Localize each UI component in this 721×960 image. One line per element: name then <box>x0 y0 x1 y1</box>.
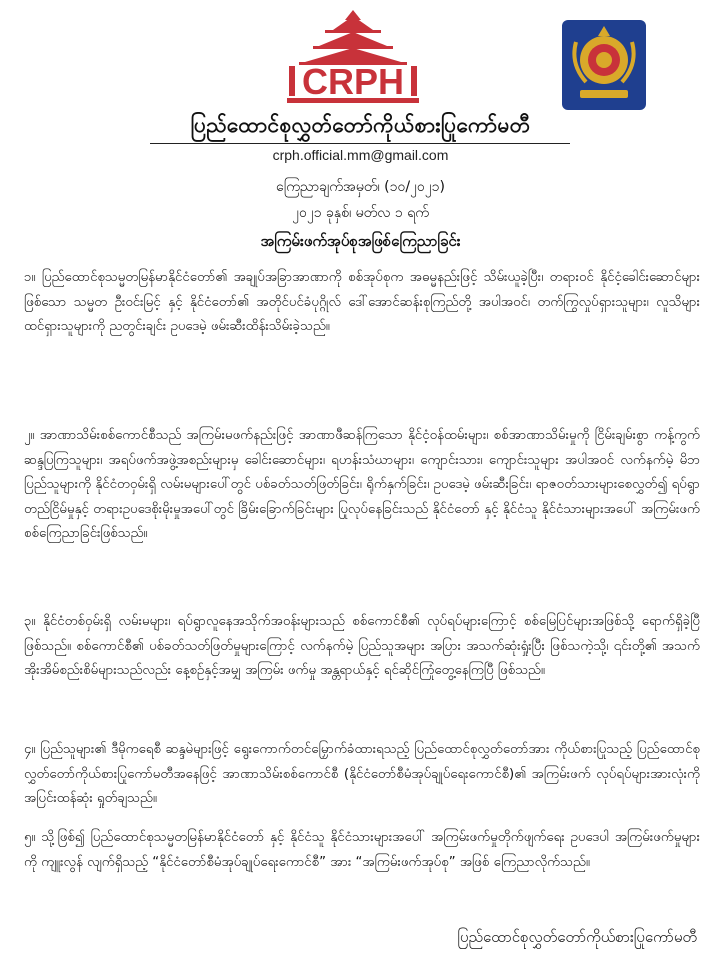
organization-title: ပြည်ထောင်စုလွှတ်တော်ကိုယ်စားပြုကော်မတီ <box>190 113 531 137</box>
paragraph-4: ၄။ ပြည်သူများ၏ ဒီမိုကရေစီ ဆန္ဒမဲများဖြင့် ရွေးကောက်တင်မြှောက်ခံထားရသည့် ပြည်ထောင်စုလွှတ်တော်အား ကိုယ်စားပြုသည့် ပြည်ထောင်စုလွှတ်တော်ကိုယ်စားပြုကော်မတီအနေဖြင့် အာဏာသိမ်းစစ်ကောင်စီ (နိုင်ငံတော်စီမံအုပ်ချုပ်ရေးကောင်စီ)၏ အကြမ်းဖက် လုပ်ရပ်များအားလုံးကို အပြင်းထန်ဆုံး ရှုတ်ချသည်။ <box>24 742 700 806</box>
state-emblem-icon <box>562 20 646 110</box>
paragraph-1: ၁။ ပြည်ထောင်စုသမ္မတမြန်မာနိုင်ငံတော်၏ အချုပ်အခြာအာဏာကို စစ်အုပ်စုက အဓမ္မနည်းဖြင့် သိမ်းယူခဲ့ပြီး၊ တရားဝင် နိုင်ငံ့ခေါင်းဆောင်များဖြစ်သော သမ္မတ ဦးဝင်းမြင့် နှင့် နိုင်ငံတော်၏ အတိုင်ပင်ခံပုဂ္ဂိုလ် ဒေါ်အောင်ဆန်းစုကြည်တို့ အပါအဝင်၊ တက်ကြွလှုပ်ရှားသူများ၊ လူသိများထင်ရှားသူများကို ညတွင်းချင်း ဥပဒေမဲ့ ဖမ်းဆီးထိန်းသိမ်းခဲ့သည်။ <box>24 270 700 334</box>
letterhead <box>0 0 721 163</box>
header-divider <box>150 143 570 144</box>
logo-text: CRPH <box>301 61 405 102</box>
contact-email: crph.official.mm@gmail.com <box>272 147 449 163</box>
notice-date: ၂၀၂၁ ခုနှစ်၊ မတ်လ ၁ ရက် <box>292 205 429 221</box>
signature-line: ပြည်ထောင်စုလွှတ်တော်ကိုယ်စားပြုကော်မတီ <box>457 928 697 946</box>
paragraph-5: ၅။ သို့ဖြစ်၍ ပြည်ထောင်စုသမ္မတမြန်မာနိုင်ငံတော် နှင့် နိုင်ငံသူ နိုင်ငံသားများအပေါ် အကြမ်းဖက်မှုတိုက်ဖျက်ရေး ဥပဒေပါ အကြမ်းဖက်မှုများကို ကျူးလွန် လျက်ရှိသည့် “နိုင်ငံတော်စီမံအုပ်ချုပ်ရေးကောင်စီ” အား “အကြမ်းဖက်အုပ်စု” အဖြစ် ကြေညာလိုက်သည်။ <box>24 830 700 870</box>
notice-subject: အကြမ်းဖက်အုပ်စုအဖြစ်ကြေညာခြင်း <box>260 232 461 250</box>
paragraph-3: ၃။ နိုင်ငံတစ်ဝှမ်းရှိ လမ်းမများ၊ ရပ်ရွာလူနေအသိုက်အဝန်းများသည် စစ်ကောင်စီ၏ လုပ်ရပ်များကြောင့် စစ်မြေပြင်များအဖြစ်သို့ ရောက်ရှိခဲ့ပြီ ဖြစ်သည်။ စစ်ကောင်စီ၏ ပစ်ခတ်သတ်ဖြတ်မှုများကြောင့် လက်နက်မဲ့ ပြည်သူအများ အပြား အသက်ဆုံးရှုံးပြီး ဖြစ်သကဲ့သို့၊ ၎င်းတို့၏ အသက်အိုးအိမ်စည်းစိမ်များသည်လည်း နေ့စဉ်နှင့်အမျှ အကြမ်း ဖက်မှု အန္တရာယ်နှင့် ရင်ဆိုင်ကြုံတွေ့နေကြပြီ ဖြစ်သည်။ <box>24 614 700 678</box>
crph-logo <box>283 8 423 108</box>
notice-number: ကြေညာချက်အမှတ်၊ (၁၀/၂၀၂၁) <box>275 179 446 195</box>
paragraph-2: ၂။ အာဏာသိမ်းစစ်ကောင်စီသည် အကြမ်းမဖက်နည်းဖြင့် အာဏာဖီဆန်ကြသော နိုင်ငံ့ဝန်ထမ်းများ၊ စစ်အာဏာသိမ်းမှုကို ငြိမ်းချမ်းစွာ ကန့်ကွက် ဆန္ဒပြကြသူများ၊ အရပ်ဖက်အဖွဲ့အစည်းများမှ ခေါင်းဆောင်များ၊ ရဟန်းသံဃာများ၊ ကျောင်းသား၊ ကျောင်းသူများ အပါအဝင် လက်နက်မဲ့ မိဘပြည်သူများကို နိုင်ငံတဝှမ်းရှိ လမ်းမများပေါ်တွင် ပစ်ခတ်သတ်ဖြတ်ခြင်း၊ ရိုက်နှက်ခြင်း၊ ဥပဒေမဲ့ ဖမ်းဆီးခြင်း၊ ရာဇဝတ်သားများစေလွှတ်၍ ရပ်ရွာတည်ငြိမ်မှုနှင့် တရားဥပဒေစိုးမိုးမှုအပေါ်တွင် ခြိမ်းခြောက်ခြင်းများ ပြုလုပ်နေခြင်းသည် နိုင်ငံတော် နှင့် နိုင်ငံသူ နိုင်ငံသားများအပေါ် အကြမ်းဖက် စစ်ကြေညာခြင်းဖြစ်သည်။ <box>24 428 700 541</box>
